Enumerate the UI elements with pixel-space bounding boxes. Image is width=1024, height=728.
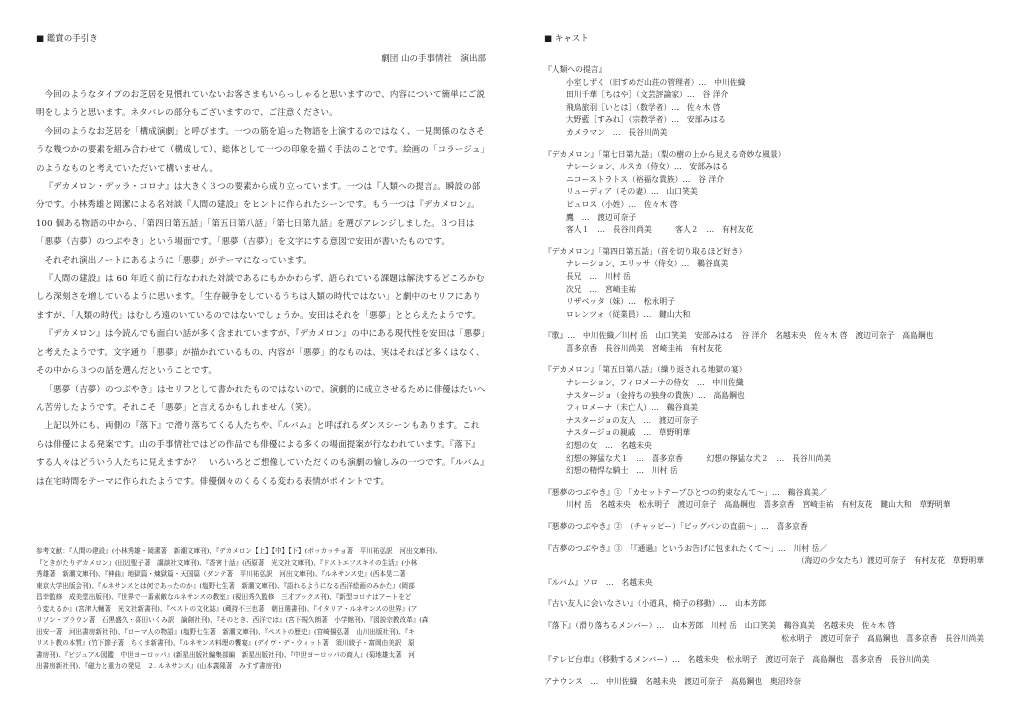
cast-column [544,32,992,697]
cast-entry: ピュロス（小姓）… 佐々木 啓 [566,199,678,209]
cast-scene-heading: 『デカメロン』「第四日第五話」（首を切り取るほど好き） [544,246,747,256]
guide-paragraph: 今回のようなお芝居を「構成演劇」と呼びます。一つの筋を追った物語を上演するのではなく、一見関係のなさそうな幾つかの要素を組み合わせて（構成して）、総体として一つの印象を描く手法のことです。絵画の「コラージュ」のようなものと考えていただいて構いません。 [36,126,485,174]
cast-entry: ニコーストラトス（裕福な貴族）… 谷 洋介 [566,174,724,184]
cast-group [544,676,992,689]
cast-group [544,620,992,645]
cast-scene-heading: 『古い友人に会いなさい』（小道具、椅子の移動）… 山本芳郎 [544,599,767,609]
cast-entry: ナレーション、ルスカ（侍女）… 安部みはる [566,162,729,172]
cast-scene-heading: 『デカメロン』「第五日第八話」（繰り返される地獄の宴） [544,365,747,375]
cast-group [544,543,992,568]
cast-entry: 田川千華［ちはや］（文芸評論家）… 谷 洋介 [566,90,729,100]
cast-entry: 幻想の精悍な騎士 … 川村 岳 [566,466,678,476]
reference-line: 秀雄著 新潮文庫刊)、『神曲』地獄篇・煉獄篇・天国篇（ダンテ著 平川祐弘訳 河出文庫刊)、『ルネサンス史』(西本晃二著 [36,570,406,578]
cast-entry: 大野藍［すみれ］（宗教学者）… 安部みはる [566,115,726,125]
cast-group [544,577,992,590]
cast-group [544,149,992,237]
guide-paragraph: 『人間の建設』は 60 年近く前に行なわれた対談であるにもかかわらず、語られている課題は解決するどころかむしろ深刻さを増しているように思います。「生存競争をしているうちは人類の時代ではない」と劇中のセリフにありますが、「人類の時代」はむしろ遠のいているのではないでしょうか。安田はそれを「悪夢」ととらえたようです。 [36,274,485,321]
reference-line: 東京大学出版会刊)、『ルネサンスとは何であったのか』(塩野七生著 新潮文庫刊)、『語れるようになる西洋絵画のみかた』(岡部 [36,581,415,590]
guide-paragraph: 『デカメロン』は今読んでも面白い話が多く含まれていますが、『デカメロン』の中にある現代性を安田は「悪夢」と考えたようです。文字通り「悪夢」が描かれているもの、内容が「悪夢」的なものは、実はそればど多くはなく、その中から３つの話を選んだということです。 [36,329,486,377]
guide-paragraph: 今回のようなタイプのお芝居を見慣れていないお客さまもいらっしゃると思いますので、内容について簡単にご説明をしようと思います。ネタバレの部分もございますので、ご注意ください。 [36,90,485,119]
cast-group [544,364,992,477]
cast-entry: ナレーション、エリッサ（侍女）… 鵜谷真美 [566,259,729,269]
cast-entry: フィロメーナ（未亡人）… 鵜谷真美 [566,403,698,413]
cast-group [544,598,992,611]
cast-entry: 幻想の女 … 名越未央 [566,441,652,451]
cast-entry: ナレーション、フィロメーナの侍女 … 中川佐織 [566,378,744,388]
guide-paragraph: それぞれ演出ノートにあるように「悪夢」がテーマになっています。 [44,255,312,266]
cast-group [544,64,992,140]
cast-scene-heading: 『悪夢のつぶやき』① 「カセットテープひとつの約束なんて～」… 鵜谷真美／ [544,487,827,497]
guide-paragraph: 『デカメロン・デッラ・コロナ』は大きく３つの要素から成り立っています。一つは『人類への提言』。瞬設の部分です。小林秀雄と岡潔による名対談『人間の建設』をヒントに作られたシーンです。もう一つは『デカメロン』。100 個ある物語の中から、「第四日第五話」「第五日第八話」「第七日第九話」を選びアレンジしました。３つ目は「悪夢（吉夢）のつぶやき」という場面です。「悪夢（吉夢）」を文字にする意図で安田が書いたものです。 [36,182,481,248]
cast-group [544,246,992,322]
cast-entry: 次兄 … 宮崎圭祐 [566,284,637,294]
references-block [36,546,488,673]
cast-scene-heading: アナウンス … 中川佐織 名越未央 渡辺可奈子 高島鋼也 奥沼玲奈 [544,676,802,686]
cast-scene-heading: 『吉夢のつぶやき』③ 「『通過』というお告げに包まれたくて～」… 川村 岳／ [544,543,828,553]
cast-entry: ロレンツォ（従業員）… 鍵山大和 [566,309,691,319]
cast-scene-heading: 『悪夢のつぶやき』② （チャッピー）「ビッグバンの直前～」… 喜多京香 [544,522,808,531]
guide-paragraph: 上記以外にも、両側の『落下』で滑り落ちてくる人たちや、『ルバム』と呼ばれるダンスシーンもあります。これらは俳優による発案です。山の手事情社ではどの作品でも俳優による多くの場面提案が行なわれています。『落下』する人々はどういう人たちに見えますか？ いろいろとご想像していただくのも演劇の愉しみの一つです。『ルバム』は在宅時間をテーマに作られたようです。俳優個々のくるくる変わる表情がポイントです。 [36,421,485,487]
cast-section-title: ■ キャスト [544,34,589,44]
cast-entry: 幻想の獰猛な犬１ … 喜多京香 幻想の獰猛な犬２ … 長谷川尚美 [566,453,832,463]
cast-group [544,487,992,512]
cast-scene-heading: 『歌』… 中川佐織／川村 岳 山口笑美 安部みはる 谷 洋介 名越未央 佐々木 啓 渡辺可奈子 高島鋼也 [544,331,934,341]
cast-group [544,654,992,667]
cast-entry: 松永明子 渡辺可奈子 高島鋼也 喜多京香 長谷川尚美 [781,633,984,643]
cast-entry: 小室しずく（旧すめだ山荘の管理者）… 中川佐織 [566,77,746,87]
cast-entry: 喜多京香 長谷川尚美 宮崎圭祐 有村友花 [566,343,722,353]
guide-column [36,32,488,491]
byline: 劇団 山の手事情社 演出部 [381,54,486,64]
reference-line: リソン・ブラウン著 石黒盛久・喜田いくみ訳 論創社刊)、『そのとき、西洋では』(宮下規久朗著 小学館刊)、『図説宗教改革』(森 [36,616,429,624]
cast-scene-heading: 『デカメロン』「第七日第九話」（梨の樹の上から見える奇妙な風景） [544,149,786,159]
cast-entry: リューディア（その妻）… 山口笑美 [566,187,698,197]
guide-section-title: ■ 鑑賞の手引き [36,34,98,44]
guide-paragraph: 「悪夢（吉夢）のつぶやき」はセリフとして書かれたものではないので、演劇的に成立させるために俳優はたいへん苦労したようです。それこそ「悪夢」と言えるかもしれません（笑）。 [36,384,486,413]
cast-scene-heading: 『落下』（滑り落ちるメンバー）… 山本芳郎 川村 岳 山口笑美 鵜谷真美 名越未央 佐々木 啓 [544,620,896,630]
cast-entry: カメラマン … 長谷川尚美 [566,127,668,137]
reference-line: 書房刊)、『ビジュアル図鑑 中世ヨーロッパ』(新星出版社編集部編 新星出版社刊)、『中世ヨーロッパの商人』(菊地雄太著 河 [36,650,415,659]
cast-group [544,521,992,534]
cast-entry: 鷹 … 渡辺可奈子 [566,212,637,222]
cast-entry: 川村 岳 名越未央 松永明子 渡辺可奈子 高島鋼也 喜多京香 宮崎圭祐 有村友花 鍵山大和 草野明華 [566,500,951,510]
cast-scene-heading: 『テレビ台車』（移動するメンバー）… 名越未央 松永明子 渡辺可奈子 高島鋼也 喜多京香 長谷川尚美 [544,655,930,665]
guide-body [36,86,488,491]
cast-entry: 長兄 … 川村 岳 [566,271,631,281]
reference-line: 『ときがたりデカメロン』(田辺聖子著 講談社文庫刊)、『香害十話』(西原著 光文社文庫刊)、『ドストエフスキイの生活』(小林 [36,558,418,567]
cast-entry: 客人１ … 長谷川尚美 客人２ … 有村友花 [566,225,754,235]
cast-entry: ナスタージョ（金持ちの独身の貴族）… 高島鋼也 [566,390,745,400]
cast-scene-heading: 『ルバム』ソロ … 名越未央 [544,577,653,587]
cast-group [544,330,992,355]
reference-line: 田安一著 河出書房新社刊)、『ローマ人の物語』(塩野七生著 新潮文庫刊)、『ペストの歴史』(宮崎揚弘著 山川出版社刊)、『キ [36,627,415,636]
cast-entry: ナスタージョの友人 … 渡辺可奈子 [566,415,698,425]
reference-line: リスト教の本質』(竹下節子著 ちくま新書刊)、『ルネサンス料理の饗宴』(デイヴ・デ・ウィット著 須川綾子・富岡由美訳 原 [36,639,415,647]
cast-entry: ナスタージョの親戚 … 草野明華 [566,428,691,438]
reference-line: 出書房新社刊)、『磁力と重力の発見 ２. ルネサンス』(山本義隆著 みすず書房刊) [36,662,282,670]
reference-line: 昌幸監修 成美堂出版刊)、『世界で一番素敵なルネサンスの教室』(視田秀久監修 三才ブックス刊)、『新型コロナはアートをど [36,593,412,601]
cast-scene-heading: 『人類への提言』 [544,65,607,74]
reference-line: う変えるか』(宮津大輔著 光文社新書刊)、『ペストの文化誌』(蔵持不三也著 朝日選書刊)、『イタリア・ルネサンスの世界』(ア [36,604,418,613]
cast-entry: リザベッタ（妹）… 松永明子 [566,297,675,307]
cast-entry: 飛鳥旅羽［いとは］（数学者）… 佐々木 啓 [566,102,721,112]
cast-list [544,64,992,688]
reference-line: 参考文献：『人間の建設』(小林秀雄・岡潔著 新潮文庫刊)、『デカメロン【上】【中】【下】(ボッカッチョ著 平川祐弘訳 河出文庫刊)、 [36,547,442,555]
cast-entry: （海辺の少女たち）渡辺可奈子 有村友花 草野明華 [796,556,984,566]
